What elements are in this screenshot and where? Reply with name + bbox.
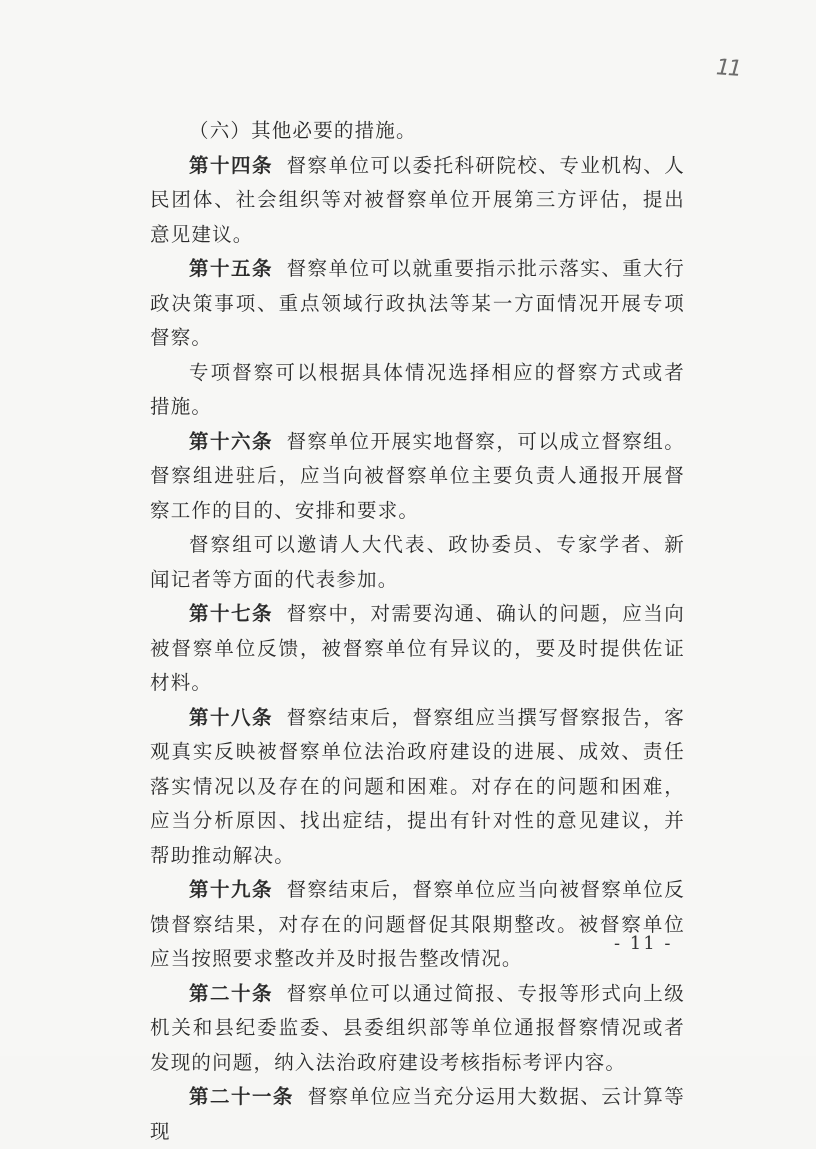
article-number: 第二十条	[189, 981, 273, 1005]
handwritten-page-mark: 11	[715, 55, 741, 82]
article-number: 第十六条	[189, 429, 273, 453]
paragraph	[150, 149, 685, 253]
paragraph-text: （六）其他必要的措施。	[189, 119, 417, 142]
paragraph	[150, 425, 685, 529]
paragraph-text: 督察组可以邀请人大代表、政协委员、专家学者、新闻记者等方面的代表参加。	[150, 533, 685, 591]
paragraph-text: 督察中，对需要沟通、确认的问题，应当向被督察单位反馈，被督察单位有异议的，要及时提供佐证材料。	[150, 602, 685, 694]
paragraph-text: 督察单位开展实地督察，可以成立督察组。督察组进驻后，应当向被督察单位主要负责人通报开展督察工作的目的、安排和要求。	[150, 429, 685, 522]
article-number: 第十五条	[189, 257, 273, 280]
paragraph	[150, 873, 685, 977]
paragraph-text: 专项督察可以根据具体情况选择相应的督察方式或者措施。	[150, 360, 685, 418]
paragraph-text: 督察单位可以就重要指示批示落实、重大行政决策事项、重点领域行政执法等某一方面情况开展专项督察。	[150, 257, 685, 349]
article-number: 第十七条	[189, 602, 273, 625]
article-number: 第二十一条	[189, 1085, 294, 1108]
paragraph	[150, 597, 685, 701]
article-number: 第十四条	[189, 153, 273, 177]
paragraph	[150, 977, 685, 1081]
paragraph-text: 督察单位应当充分运用大数据、云计算等现	[150, 1085, 685, 1143]
paragraph	[150, 252, 685, 356]
article-number: 第十八条	[189, 705, 273, 729]
paragraph	[150, 114, 685, 149]
paragraph	[150, 1080, 685, 1149]
paragraph	[150, 356, 685, 425]
paragraph-text: 督察单位可以委托科研院校、专业机构、人民团体、社会组织等对被督察单位开展第三方评估，提出意见建议。	[150, 153, 685, 246]
paragraph	[150, 701, 685, 874]
paragraph-text: 督察结束后，督察组应当撰写督察报告，客观真实反映被督察单位法治政府建设的进展、成效、责任落实情况以及存在的问题和困难。对存在的问题和困难，应当分析原因、找出症结，提出有针对性的意见建议，并帮助推动解决。	[150, 705, 685, 867]
paragraph-text: 督察单位可以通过简报、专报等形式向上级机关和县纪委监委、县委组织部等单位通报督察情况或者发现的问题，纳入法治政府建设考核指标考评内容。	[150, 981, 685, 1074]
paragraph-text: 督察结束后，督察单位应当向被督察单位反馈督察结果，对存在的问题督促其限期整改。被督察单位应当按照要求整改并及时报告整改情况。	[150, 878, 685, 970]
page-number: - 11 -	[614, 933, 673, 954]
paragraph	[150, 528, 685, 597]
article-number: 第十九条	[189, 878, 273, 901]
document-body	[150, 114, 685, 1149]
